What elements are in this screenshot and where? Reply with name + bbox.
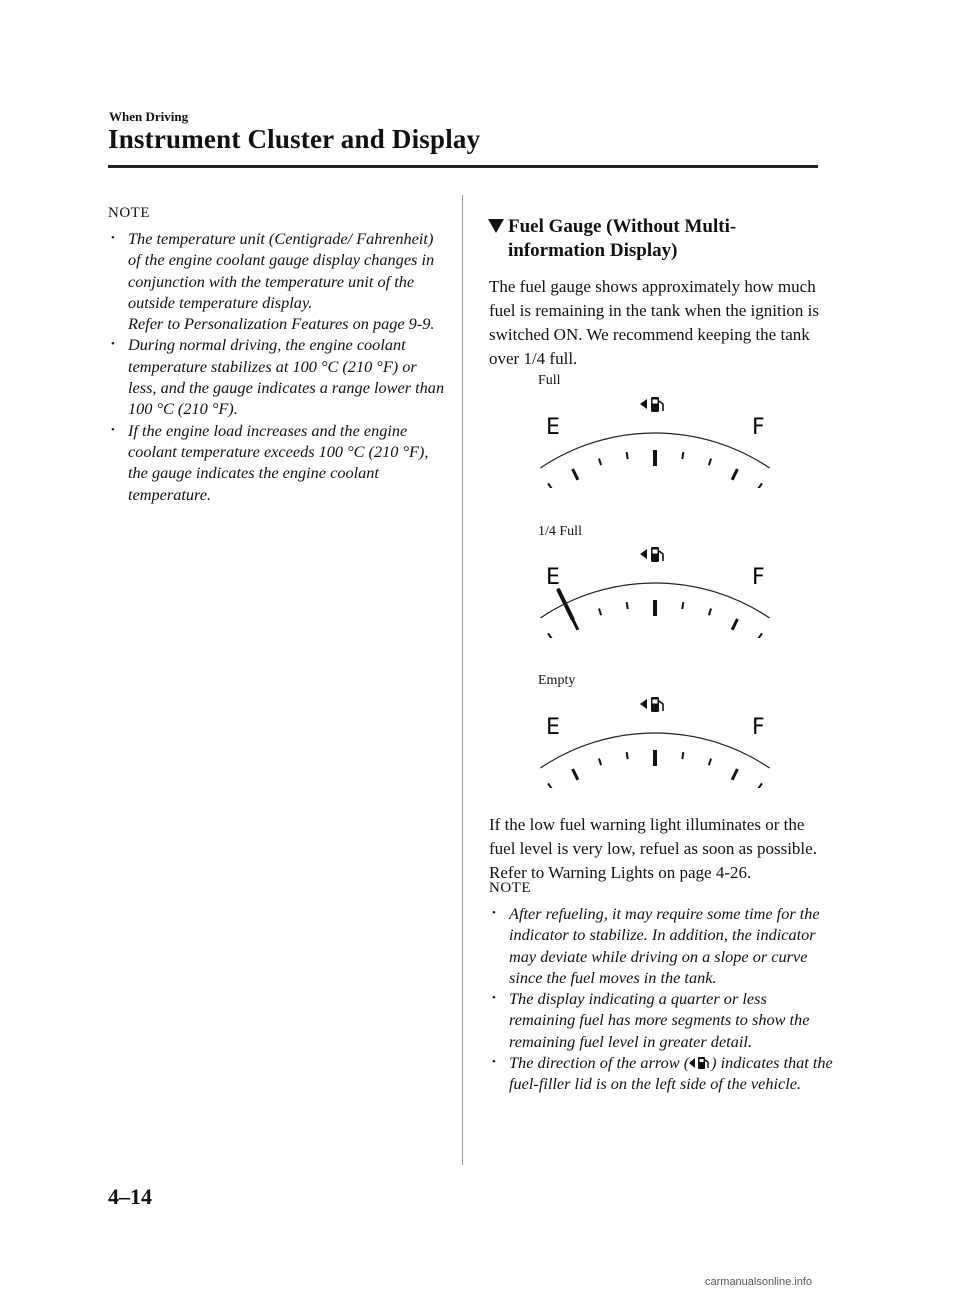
arrow-note-after: ) indicates that the fuel-filler lid is on the left side of the vehicle. <box>509 1053 833 1094</box>
gauge-letter-f: F <box>752 565 765 590</box>
gauge-tick <box>682 452 683 459</box>
low-fuel-paragraph: If the low fuel warning light illuminates or the fuel level is very low, refuel as soon as possible. <box>489 815 817 858</box>
gauge-letter-e: E <box>546 415 560 440</box>
gauge-tick <box>682 752 683 759</box>
title-rule <box>108 165 818 168</box>
gauge-tick <box>758 633 762 638</box>
fuel-gauge-quarter <box>530 538 780 638</box>
section-triangle-icon <box>488 219 504 233</box>
warning-lights-reference: Refer to Warning Lights on page 4-26. <box>489 863 752 882</box>
fuel-gauge-heading-text: Fuel Gauge (Without Multi-information Display) <box>508 216 737 261</box>
gauge-tick <box>573 469 578 480</box>
note-item: • The display indicating a quarter or less remaining fuel has more segments to show the remaining fuel level in greater detail. <box>489 988 834 1052</box>
note-item <box>489 1052 834 1095</box>
fuel-gauge-full <box>530 388 780 488</box>
right-note <box>489 880 834 1095</box>
gauge-tick <box>682 602 683 609</box>
fuel-pump-icon <box>640 397 663 412</box>
fuel-pump-icon <box>640 697 663 712</box>
note-item: • If the engine load increases and the engine coolant temperature exceeds 100 °C (210 °F), the gauge indicates the engine coolant temperature. <box>108 420 448 505</box>
gauge-tick <box>732 769 737 780</box>
after-gauge-text <box>489 813 834 885</box>
fuel-gauge-heading <box>488 215 829 263</box>
gauge-tick <box>573 769 578 780</box>
arrow-note-before: The direction of the arrow ( <box>509 1053 690 1073</box>
fuel-gauge-intro: The fuel gauge shows approximately how much fuel is remaining in the tank when the ignition is switched ON. We recommend keeping the tank over 1/4 full. <box>489 277 820 368</box>
right-note-list <box>489 903 834 1095</box>
gauge-label-quarter: 1/4 Full <box>538 524 582 539</box>
right-column <box>489 215 829 371</box>
gauge-tick <box>709 459 711 466</box>
page-number: 4–14 <box>108 1184 152 1209</box>
fuel-gauge-empty <box>530 688 780 788</box>
gauge-letter-e: E <box>546 565 560 590</box>
gauge-letter-f: F <box>752 715 765 740</box>
gauge-tick <box>758 783 762 788</box>
page-title: Instrument Cluster and Display <box>108 124 481 154</box>
gauge-label-empty: Empty <box>538 673 576 688</box>
fuel-pump-icon <box>640 547 663 562</box>
gauge-letter-e: E <box>546 715 560 740</box>
column-divider <box>462 195 463 1165</box>
gauge-tick <box>758 483 762 488</box>
gauge-tick <box>709 759 711 766</box>
gauge-tick <box>709 609 711 616</box>
gauge-tick <box>627 752 628 759</box>
fuel-pump-left-arrow-icon <box>689 1056 711 1070</box>
gauge-tick <box>732 619 737 630</box>
note-item: • During normal driving, the engine coolant temperature stabilizes at 100 °C (210 °F) or less, and the gauge indicates a range lower than 100 °C (210 °F). <box>108 334 448 419</box>
gauge-tick <box>732 469 737 480</box>
gauge-tick <box>599 609 601 616</box>
gauge-tick <box>548 483 552 488</box>
gauge-tick <box>599 759 601 766</box>
gauge-tick <box>627 602 628 609</box>
left-column <box>108 205 448 505</box>
gauge-tick <box>548 783 552 788</box>
watermark: carmanualsonline.info <box>705 1276 813 1288</box>
gauge-label-full: Full <box>538 373 561 388</box>
section-label: When Driving <box>109 109 189 124</box>
left-note-list <box>108 228 448 505</box>
gauge-tick <box>627 452 628 459</box>
gauge-tick <box>548 633 552 638</box>
gauge-tick <box>599 459 601 466</box>
note-heading: NOTE <box>489 880 531 896</box>
note-item: • The temperature unit (Centigrade/ Fahrenheit) of the engine coolant gauge display changes in conjunction with the temperature unit of the outside temperature display. Refer to Personalization Features on page 9-9. <box>108 228 448 334</box>
gauge-letter-f: F <box>752 415 765 440</box>
gauge-needle <box>559 590 573 619</box>
note-item: • After refueling, it may require some time for the indicator to stabilize. In addition, the indicator may deviate while driving on a slope or curve since the fuel moves in the tank. <box>489 903 834 988</box>
note-heading: NOTE <box>108 205 150 221</box>
